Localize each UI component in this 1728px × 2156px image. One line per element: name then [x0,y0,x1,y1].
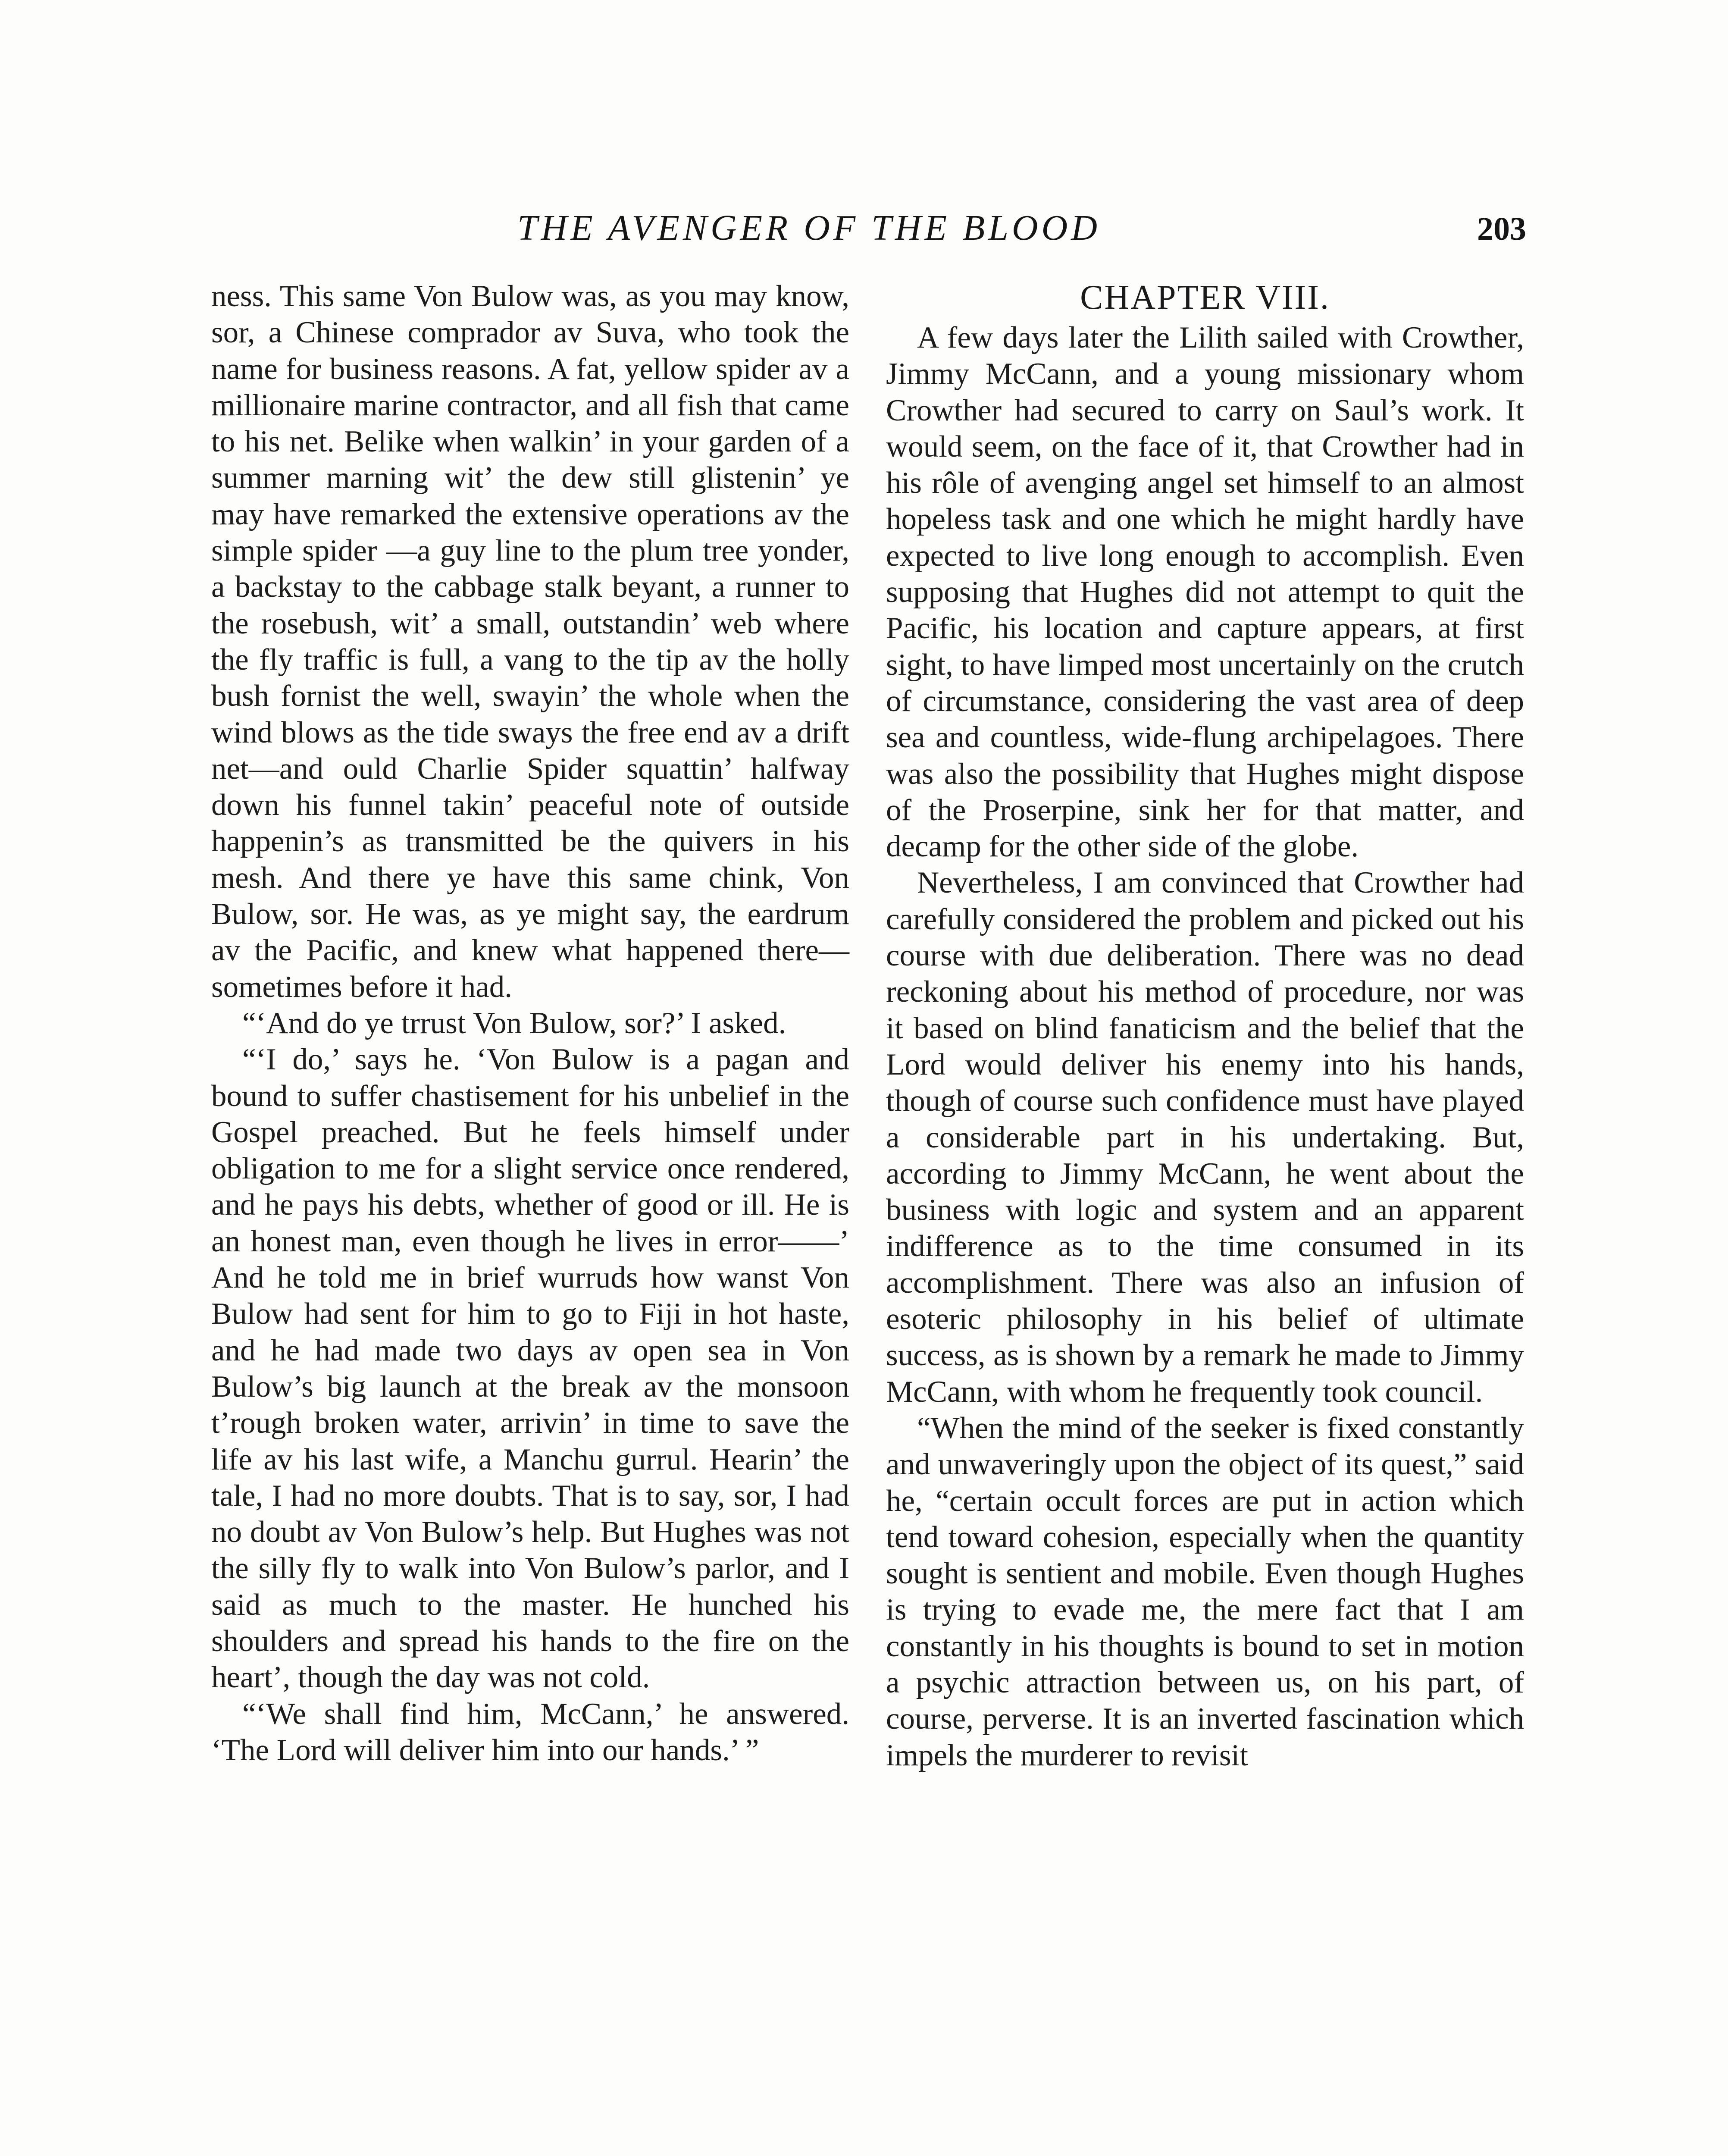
right-column [886,278,1524,1774]
paragraph: Nevertheless, I am convinced that Crowther had carefully considered the problem and picked out his course with due deliberation. There was no dead reckoning about his method of procedure, nor was it based on blind fanaticism and the belief that the Lord would deliver his enemy into his hands, though of course such confidence must have played a considerable part in his undertaking. But, according to Jimmy McCann, he went about the business with logic and system and an apparent indifference as to the time consumed in its accomplishment. There was also an infusion of esoteric philosophy in his belief of ultimate success, as is shown by a remark he made to Jimmy McCann, with whom he frequently took council. [886,866,1524,1409]
paragraph: “‘And do ye trrust Von Bulow, sor?’ I asked. [242,1006,786,1040]
chapter-heading: CHAPTER VIII. [1080,279,1330,317]
paragraph: ness. This same Von Bulow was, as you may know, sor, a Chinese comprador av Suva, who took the name for business reasons. A fat, yellow spider av a millionaire marine contractor, and all fish that came to his net. Belike when walkin’ in your garden of a summer marning wit’ the dew still glistenin’ ye may have remarked the extensive operations av the simple spider —a guy line to the plum tree yonder, a backstay to the cabbage stalk beyant, a runner to the rosebush, wit’ a small, outstandin’ web where the fly traffic is full, a vang to the tip av the holly bush fornist the well, swayin’ the whole when the wind blows as the tide sways the free end av a drift net—and ould Charlie Spider squattin’ halfway down his funnel takin’ peaceful note of outside happenin’s as transmitted be the quivers in his mesh. And there ye have this same chink, Von Bulow, sor. He was, as ye might say, the eardrum av the Pacific, and knew what happened there—sometimes before it had. [211,279,849,1004]
paragraph: A few days later the Lilith sailed with Crowther, Jimmy McCann, and a young missionary whom Crowther had secured to carry on Saul’s work. It would seem, on the face of it, that Crowther had in his rôle of avenging angel set himself to an almost hopeless task and one which he might hardly have expected to live long enough to accomplish. Even supposing that Hughes did not attempt to quit the Pacific, his location and capture appears, at first sight, to have limped most uncertainly on the crutch of circumstance, considering the vast area of deep sea and countless, wide-flung archipelagoes. There was also the possibility that Hughes might dispose of the Proserpine, sink her for that matter, and decamp for the other side of the globe. [886,321,1524,864]
paragraph: “‘I do,’ says he. ‘Von Bulow is a pagan and bound to suffer chastisement for his unbelief in the Gospel preached. But he feels himself under obligation to me for a slight service once rendered, and he pays his debts, whether of good or ill. He is an honest man, even though he lives in error——’ And he told me in brief wurruds how wanst Von Bulow had sent for him to go to Fiji in hot haste, and he had made two days av open sea in Von Bulow’s big launch at the break av the monsoon t’rough broken water, arrivin’ in time to save the life av his last wife, a Manchu gurrul. Hearin’ the tale, I had no more doubts. That is to say, sor, I had no doubt av Von Bulow’s help. But Hughes was not the silly fly to walk into Von Bulow’s parlor, and I said as much to the master. He hunched his shoulders and spread his hands to the fire on the heart’, though the day was not cold. [211,1043,849,1695]
page-header [207,203,1526,263]
paragraph: “When the mind of the seeker is fixed constantly and unwaveringly upon the object of its quest,” said he, “certain occult forces are put in action which tend toward cohesion, especially when the quantity sought is sentient and mobile. Even though Hughes is trying to evade me, the mere fact that I am constantly in his thoughts is bound to set in motion a psychic attraction between us, on his part, of course, perverse. It is an inverted fascination which impels the murderer to revisit [886,1411,1524,1772]
running-title: THE AVENGER OF THE BLOOD [517,208,1101,248]
paragraph: “‘We shall find him, McCann,’ he answered. ‘The Lord will deliver him into our hands.’ ” [211,1697,849,1767]
page-number: 203 [1477,211,1526,247]
left-column [211,278,849,1768]
